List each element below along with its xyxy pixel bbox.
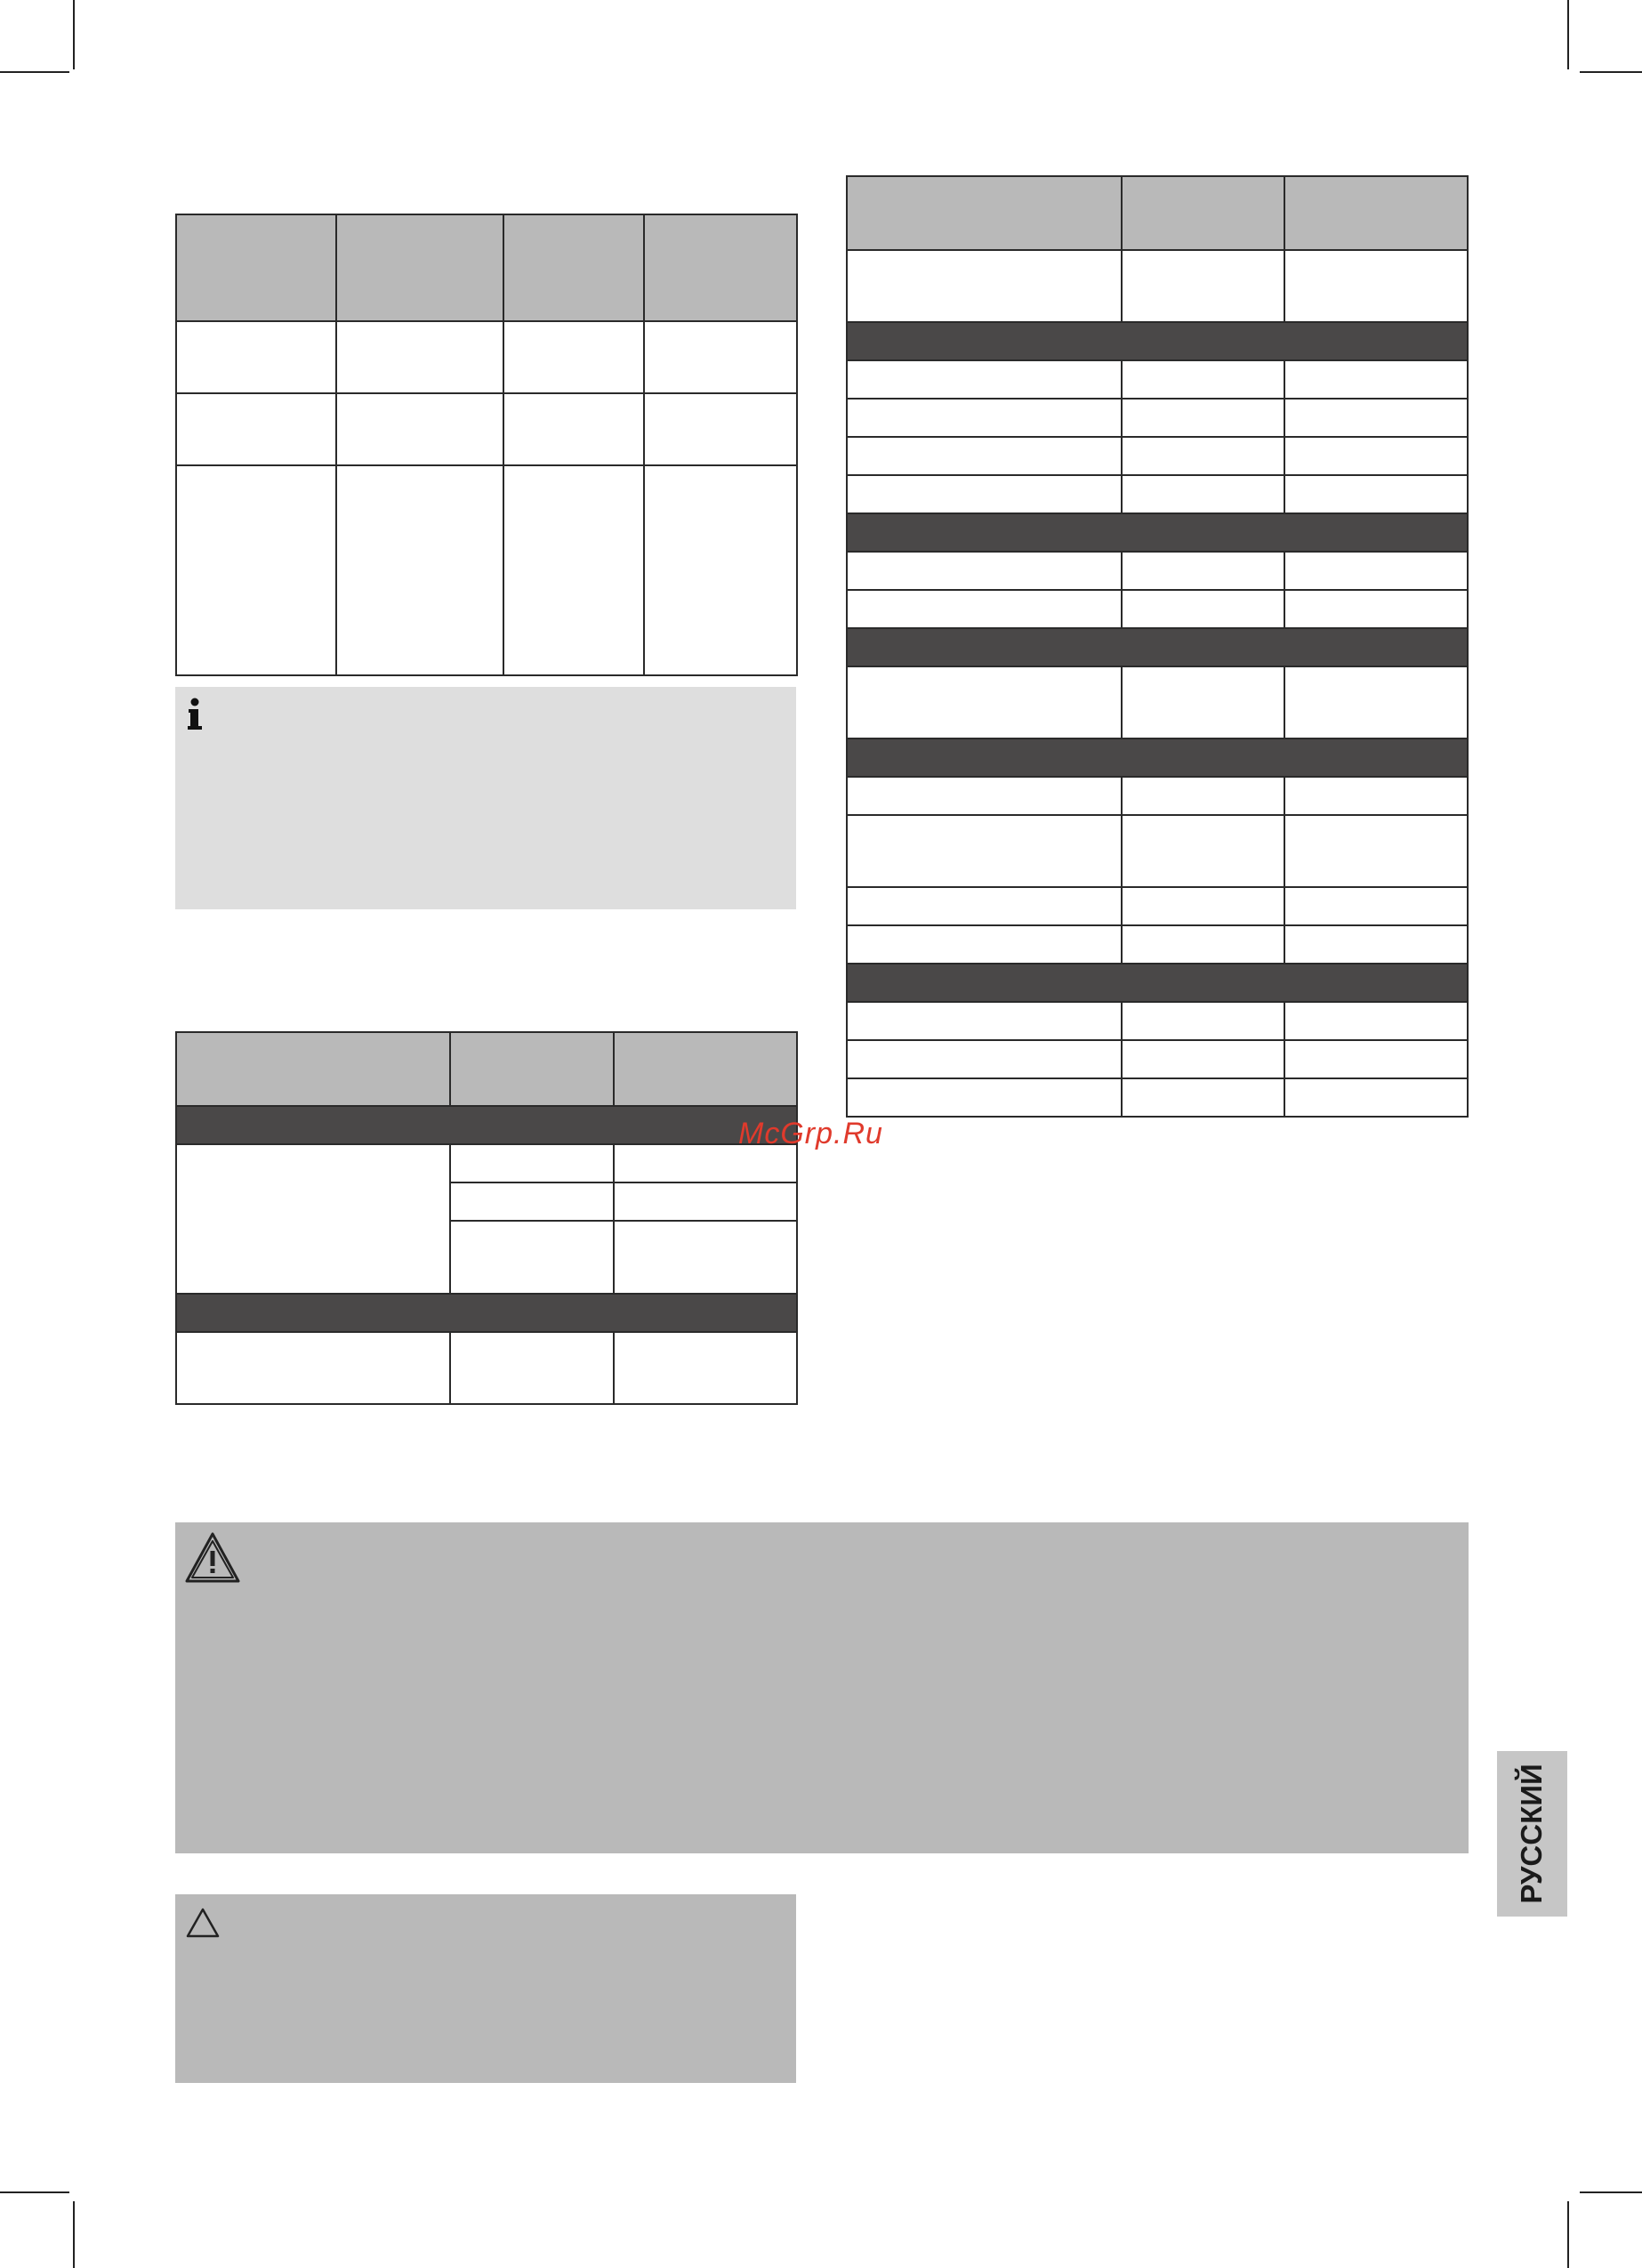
table-cell [847,552,1122,590]
crop-mark [73,2201,75,2268]
header-cell [1284,176,1468,250]
table-cell [1284,887,1468,925]
header-cell [503,214,644,321]
table-cell [1122,815,1284,887]
table-bottom-left [175,1031,798,1405]
table-cell [644,321,797,393]
table-header-row [176,214,797,321]
crop-mark [0,71,69,73]
table-cell [1284,250,1468,322]
language-tab [1497,1751,1567,1917]
table-right [846,175,1469,1118]
table-cell [1284,437,1468,475]
table-cell [450,1332,614,1404]
table-cell [1284,590,1468,628]
table-cell [1122,437,1284,475]
table-cell [847,250,1122,322]
table-row [176,1144,797,1182]
table-cell [1122,887,1284,925]
table-cell [176,393,336,465]
table-cell [847,1002,1122,1040]
table-row [847,925,1468,964]
section-row [176,1294,797,1332]
header-cell [450,1032,614,1106]
table-cell [847,590,1122,628]
table-row [847,437,1468,475]
caution-note [175,1894,796,2083]
table-cell [847,437,1122,475]
header-cell [176,1032,450,1106]
section-row [847,628,1468,666]
table-cell [644,465,797,675]
table-cell [450,1221,614,1294]
table-row [847,1002,1468,1040]
table-row [847,815,1468,887]
table-cell [176,1332,450,1404]
table-row [847,552,1468,590]
crop-mark [73,0,75,69]
language-tab-label: РУССКИЙ [1515,1764,1548,1904]
table-cell [336,321,503,393]
header-cell [644,214,797,321]
table-cell [1122,475,1284,513]
watermark: McGrp.Ru [738,1117,883,1150]
info-icon [186,698,204,733]
table-cell [847,1040,1122,1078]
table-cell [847,475,1122,513]
table-row [176,465,797,675]
header-cell [336,214,503,321]
table-cell [1122,360,1284,399]
info-note [175,687,796,909]
table-cell [644,393,797,465]
table-cell [176,465,336,675]
section-row [176,1106,797,1144]
table-cell [336,465,503,675]
header-cell [614,1032,797,1106]
section-cell [847,322,1468,360]
crop-mark [1567,2201,1569,2268]
section-row [847,964,1468,1002]
table-cell [614,1182,797,1221]
table-top-left [175,214,798,676]
table-cell [847,777,1122,815]
table-cell [847,925,1122,964]
table-header-row [847,176,1468,250]
table-cell [1122,250,1284,322]
table-cell [847,666,1122,739]
table-cell [503,321,644,393]
table-row [847,666,1468,739]
table-cell [1284,360,1468,399]
section-cell [847,628,1468,666]
table-cell [1284,1002,1468,1040]
section-cell [176,1106,797,1144]
section-cell [847,964,1468,1002]
crop-mark [1580,2191,1642,2193]
table-cell [1122,1002,1284,1040]
caution-triangle-icon [185,1907,221,1939]
table-cell [1122,1040,1284,1078]
table-row [847,777,1468,815]
table-row [176,321,797,393]
table-cell [1122,552,1284,590]
table-cell [1122,925,1284,964]
table-cell [1122,590,1284,628]
table-cell [176,1144,450,1294]
table-cell [1284,552,1468,590]
table-cell [1122,777,1284,815]
section-row [847,322,1468,360]
warning-note [175,1522,1469,1853]
table-row [847,1078,1468,1117]
header-cell [176,214,336,321]
crop-mark [1567,0,1569,69]
table-cell [503,465,644,675]
section-cell [176,1294,797,1332]
table-cell [1284,666,1468,739]
table-cell [1284,777,1468,815]
table-cell [614,1221,797,1294]
table-cell [1284,475,1468,513]
table-row [847,360,1468,399]
table-cell [1122,666,1284,739]
table-header-row [176,1032,797,1106]
table-row [847,590,1468,628]
table-cell [176,321,336,393]
table-row [176,393,797,465]
table-row [847,887,1468,925]
table-row [847,1040,1468,1078]
table-cell [847,815,1122,887]
table-row [176,1332,797,1404]
crop-mark [1580,71,1642,73]
table-cell [1284,1078,1468,1117]
table-cell [503,393,644,465]
table-cell [1284,1040,1468,1078]
table-row [847,250,1468,322]
table-cell [1122,399,1284,437]
section-cell [847,739,1468,777]
table-cell [847,360,1122,399]
header-cell [1122,176,1284,250]
section-row [847,513,1468,552]
table-cell [847,1078,1122,1117]
table-cell [450,1182,614,1221]
table-cell [1284,399,1468,437]
table-cell [336,393,503,465]
section-cell [847,513,1468,552]
table-cell [1284,815,1468,887]
warning-triangle-icon [184,1531,241,1585]
table-row [847,475,1468,513]
table-cell [1284,925,1468,964]
table-cell [614,1332,797,1404]
table-row [847,399,1468,437]
table-cell [1122,1078,1284,1117]
table-cell [847,887,1122,925]
table-cell [847,399,1122,437]
header-cell [847,176,1122,250]
section-row [847,739,1468,777]
crop-mark [0,2191,69,2193]
table-cell [450,1144,614,1182]
